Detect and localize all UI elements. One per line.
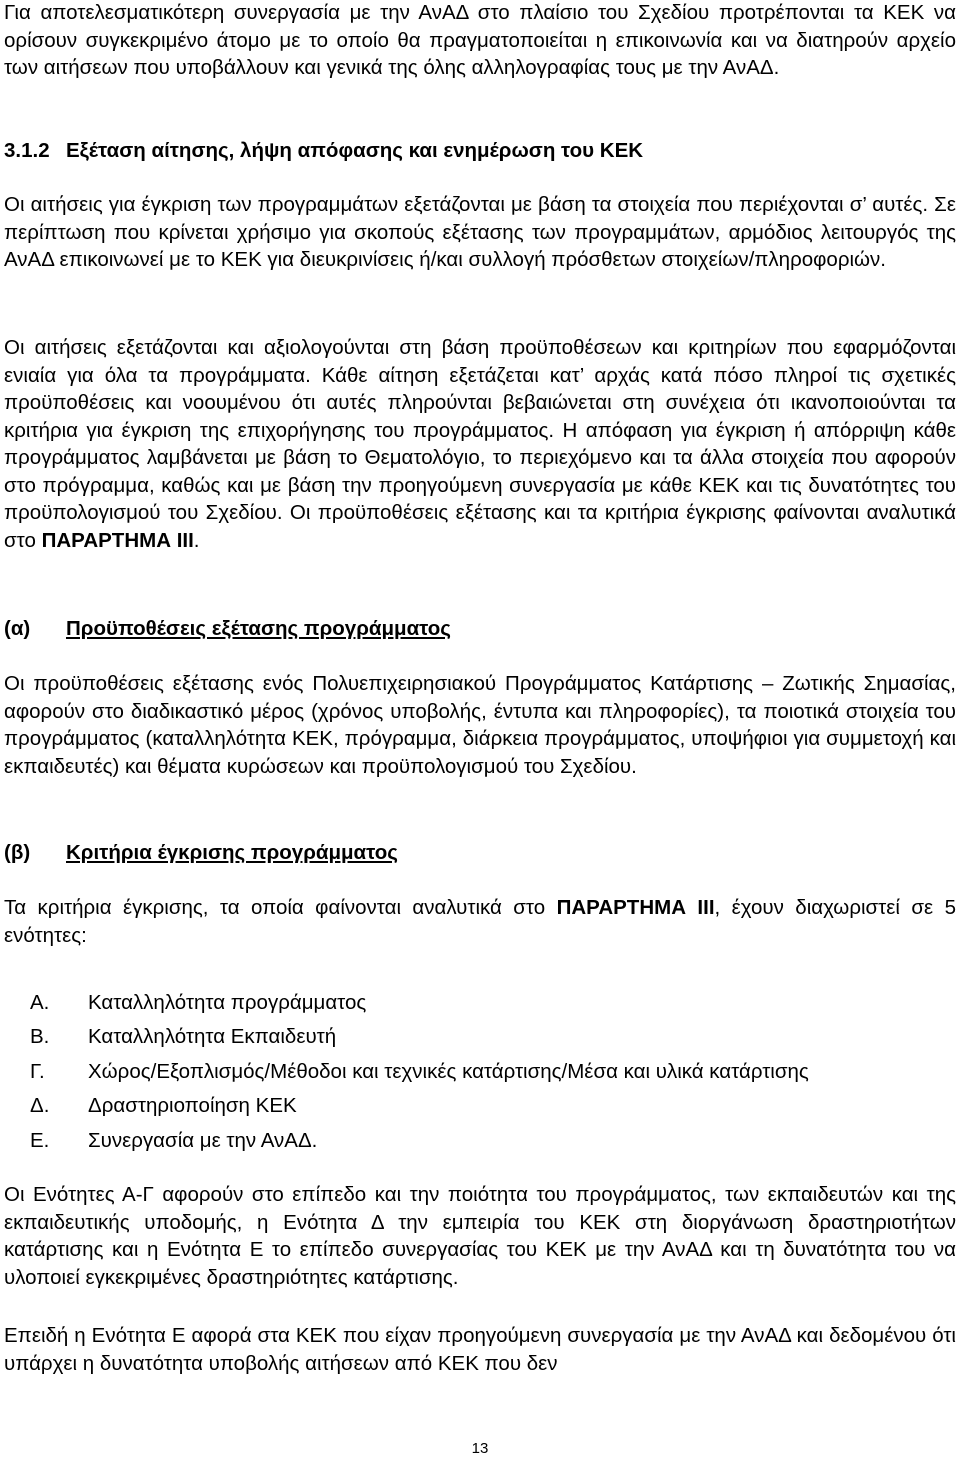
list-label: Χώρος/Εξοπλισμός/Μέθοδοι και τεχνικές κατάρτισης/Μέσα και υλικά κατάρτισης	[88, 1059, 809, 1083]
list-label: Δραστηριοποίηση ΚΕΚ	[88, 1094, 297, 1118]
criteria-paragraph: Τα κριτήρια έγκρισης, τα οποία φαίνονται αναλυτικά στο ΠΑΡΑΡΤΗΜΑ ΙΙΙ, έχουν διαχωριστεί σε 5 ενότητες:	[4, 896, 957, 947]
list-marker: Α.	[30, 991, 50, 1014]
subsection-b-heading	[4, 839, 398, 867]
prerequisites-paragraph: Οι προϋποθέσεις εξέτασης ενός Πολυεπιχειρησιακού Προγράμματος Κατάρτισης – Ζωτικής Σημασίας, αφορούν στο διαδικαστικό μέρος (χρόνος υποβολής, έντυπα και πληροφορίες), τα ποιοτικά στοιχεία του προγράμματος (καταλληλότητα ΚΕΚ, πρόγραμμα, διάρκεια προγράμματος, υποψήφιοι για συμμετοχή και εκπαιδευτές) και θέματα κυρώσεων και προϋπολογισμού του Σχεδίου.	[4, 672, 956, 778]
list-label: Καταλληλότητα Εκπαιδευτή	[88, 1025, 337, 1049]
subsection-a-heading	[4, 615, 451, 643]
section-number: 3.1.2	[4, 139, 50, 162]
intro-paragraph: Για αποτελεσματικότερη συνεργασία με την ΑνΑΔ στο πλαίσιο του Σχεδίου προτρέπονται τα ΚΕΚ να ορίσουν συγκεκριμένο άτομο με το οποίο θα πραγματοποιείται η επικοινωνία και να διατηρούν αρχείο των αιτήσεων που υποβάλλουν και γενικά της όλης αλληλογραφίας τους με την ΑνΑΔ.	[4, 1, 956, 79]
list-marker: Ε.	[30, 1128, 50, 1152]
examination-paragraph: Οι αιτήσεις για έγκριση των προγραμμάτων εξετάζονται με βάση τα στοιχεία που περιέχονται σ’ αυτές. Σε περίπτωση που κρίνεται χρήσιμο για σκοπούς εξέτασης των προγραμμάτων, αρμόδιος λειτουργός της ΑνΑΔ επικοινωνεί με το ΚΕΚ για διευκρινίσεις ή/και συλλογή πρόσθετων στοιχείων/πληροφοριών.	[4, 193, 956, 271]
annex-reference: ΠΑΡΑΡΤΗΜΑ ΙΙΙ	[41, 528, 194, 552]
subsection-title: Κριτήρια έγκρισης προγράμματος	[66, 841, 398, 864]
list-marker: Β.	[30, 1025, 50, 1049]
page-number: 13	[471, 1440, 489, 1457]
list-item	[30, 1089, 809, 1123]
list-item	[30, 986, 809, 1020]
section-title: Εξέταση αίτησης, λήψη απόφασης και ενημέρωση του ΚΕΚ	[66, 139, 644, 162]
subsection-title: Προϋποθέσεις εξέτασης προγράμματος	[66, 617, 451, 640]
subsection-marker: (α)	[4, 617, 31, 640]
evaluation-paragraph: Οι αιτήσεις εξετάζονται και αξιολογούνται στη βάση προϋποθέσεων και κριτηρίων που εφαρμόζονται ενιαία για όλα τα προγράμματα. Κάθε αίτηση εξετάζεται κατ’ αρχάς κατά πόσο πληροί τις σχετικές προϋποθέσεις και νοουμένου ότι αυτές πληρούνται βεβαιώνεται στη συνέχεια ότι ικανοποιούνται τα κριτήρια για έγκριση της επιχορήγησης του προγράμματος. Η απόφαση για έγκριση ή απόρριψη κάθε προγράμματος λαμβάνεται με βάση το Θεματολόγιο, το περιεχόμενο και τα άλλα στοιχεία που αφορούν στο πρόγραμμα, καθώς και με βάση την προηγούμενη συνεργασία με κάθε ΚΕΚ και τις δυνατότητες του προϋπολογισμού του Σχεδίου. Οι προϋποθέσεις εξέτασης και τα κριτήρια έγκρισης φαίνονται αναλυτικά στο ΠΑΡΑΡΤΗΜΑ ΙΙΙ.	[4, 336, 956, 552]
list-item	[30, 1124, 809, 1158]
list-label: Καταλληλότητα προγράμματος	[88, 991, 367, 1014]
section-e-paragraph: Επειδή η Ενότητα Ε αφορά στα ΚΕΚ που είχαν προηγούμενη συνεργασία με την ΑνΑΔ και δεδομένου ότι υπάρχει η δυνατότητα υποβολής αιτήσεων από ΚΕΚ που δεν	[4, 1324, 956, 1375]
list-item	[30, 1020, 809, 1054]
section-3-1-2-heading	[4, 137, 643, 165]
list-marker: Δ.	[30, 1094, 50, 1118]
subsection-marker: (β)	[4, 841, 31, 864]
annex-reference: ΠΑΡΑΡΤΗΜΑ ΙΙΙ	[556, 896, 715, 919]
criteria-sections-list	[30, 986, 809, 1158]
list-label: Συνεργασία με την ΑνΑΔ.	[88, 1128, 318, 1152]
list-item	[30, 1055, 809, 1089]
list-marker: Γ.	[30, 1059, 45, 1083]
sections-description-paragraph: Οι Ενότητες Α-Γ αφορούν στο επίπεδο και την ποιότητα του προγράμματος, των εκπαιδευτών και της εκπαιδευτικής υποδομής, η Ενότητα Δ την εμπειρία του ΚΕΚ στη διοργάνωση δραστηριοτήτων κατάρτισης και η Ενότητα Ε το επίπεδο συνεργασίας του ΚΕΚ με την ΑνΑΔ και τη δυνατότητα του να υλοποιεί εγκεκριμένες δραστηριότητες κατάρτισης.	[4, 1183, 956, 1289]
